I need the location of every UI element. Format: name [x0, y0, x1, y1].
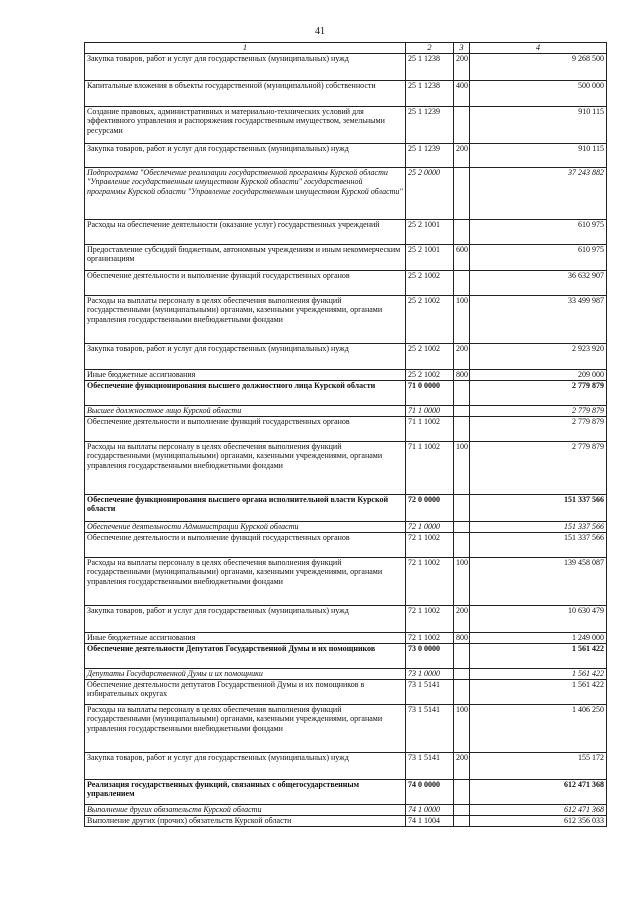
row-amount: 151 337 566 [470, 521, 607, 532]
column-header-amount: 4 [470, 43, 607, 54]
row-code: 73 0 0000 [406, 643, 454, 668]
table-row [85, 804, 607, 815]
row-name: Расходы на выплаты персоналу в целях обеспечения выполнения функций государственными (муниципальными) органами, казенными учреждениями, органами управления государственными внебюджетными фондами [85, 295, 406, 343]
row-type [454, 405, 470, 416]
row-type: 100 [454, 557, 470, 605]
row-type [454, 494, 470, 521]
row-amount: 612 471 368 [470, 804, 607, 815]
table-row [85, 405, 607, 416]
row-type [454, 532, 470, 557]
row-type: 100 [454, 441, 470, 494]
row-code: 25 2 1002 [406, 343, 454, 369]
row-code: 25 2 1001 [406, 244, 454, 270]
row-code: 25 2 1001 [406, 219, 454, 244]
row-type [454, 679, 470, 704]
row-amount: 1 561 422 [470, 643, 607, 668]
row-name: Закупка товаров, работ и услуг для государственных (муниципальных) нужд [85, 53, 406, 80]
table-row [85, 369, 607, 380]
row-name: Предоставление субсидий бюджетным, автономным учреждениям и иным некоммерческим организациям [85, 244, 406, 270]
row-code: 73 1 5141 [406, 679, 454, 704]
table-row [85, 679, 607, 704]
row-code: 74 1 1004 [406, 815, 454, 826]
row-amount: 151 337 566 [470, 532, 607, 557]
row-amount: 2 779 879 [470, 380, 607, 405]
row-name: Обеспечение деятельности Администрации Курской области [85, 521, 406, 532]
row-name: Реализация государственных функций, связанных с общегосударственным управлением [85, 779, 406, 804]
row-type: 200 [454, 752, 470, 779]
table-row [85, 494, 607, 521]
row-code: 71 1 1002 [406, 416, 454, 441]
table-row [85, 53, 607, 80]
row-name: Обеспечение функционирования высшего должностного лица Курской области [85, 380, 406, 405]
row-type [454, 416, 470, 441]
row-amount: 37 243 882 [470, 167, 607, 219]
row-code: 25 2 1002 [406, 270, 454, 295]
row-amount: 610 975 [470, 244, 607, 270]
row-name: Закупка товаров, работ и услуг для государственных (муниципальных) нужд [85, 752, 406, 779]
row-type: 100 [454, 704, 470, 752]
column-header-name: 1 [85, 43, 406, 54]
table-row [85, 441, 607, 494]
row-type [454, 219, 470, 244]
row-amount: 500 000 [470, 80, 607, 106]
table-row [85, 219, 607, 244]
table-row [85, 270, 607, 295]
row-code: 25 2 1002 [406, 295, 454, 343]
row-type [454, 668, 470, 679]
row-type: 200 [454, 143, 470, 167]
table-row [85, 295, 607, 343]
row-type: 800 [454, 369, 470, 380]
row-code: 25 2 0000 [406, 167, 454, 219]
row-amount: 33 499 987 [470, 295, 607, 343]
row-type [454, 106, 470, 143]
row-amount: 1 561 422 [470, 679, 607, 704]
row-amount: 9 268 500 [470, 53, 607, 80]
table-row [85, 343, 607, 369]
table-row [85, 632, 607, 643]
row-name: Выполнение других (прочих) обязательств Курской области [85, 815, 406, 826]
row-name: Высшее должностное лицо Курской области [85, 405, 406, 416]
row-name: Закупка товаров, работ и услуг для государственных (муниципальных) нужд [85, 605, 406, 632]
column-header-code: 2 [406, 43, 454, 54]
table-row [85, 815, 607, 826]
row-amount: 2 923 920 [470, 343, 607, 369]
row-amount: 1 561 422 [470, 668, 607, 679]
row-code: 25 2 1002 [406, 369, 454, 380]
table-row [85, 143, 607, 167]
row-amount: 155 172 [470, 752, 607, 779]
row-amount: 612 471 368 [470, 779, 607, 804]
table-row [85, 605, 607, 632]
table-row [85, 532, 607, 557]
table-row [85, 643, 607, 668]
row-type [454, 804, 470, 815]
table-row [85, 752, 607, 779]
table-row [85, 704, 607, 752]
row-name: Обеспечение деятельности Депутатов Государственной Думы и их помощников [85, 643, 406, 668]
row-code: 72 0 0000 [406, 494, 454, 521]
row-type [454, 643, 470, 668]
row-name: Обеспечение деятельности и выполнение функций государственных органов [85, 416, 406, 441]
row-type: 200 [454, 343, 470, 369]
row-code: 71 1 1002 [406, 441, 454, 494]
row-name: Иные бюджетные ассигнования [85, 369, 406, 380]
row-code: 73 1 0000 [406, 668, 454, 679]
table-row [85, 521, 607, 532]
row-amount: 139 458 087 [470, 557, 607, 605]
row-name: Обеспечение функционирования высшего органа исполнительной власти Курской области [85, 494, 406, 521]
table-row [85, 779, 607, 804]
row-type [454, 167, 470, 219]
row-type [454, 779, 470, 804]
row-code: 74 1 0000 [406, 804, 454, 815]
row-name: Обеспечение деятельности депутатов Государственной Думы и их помощников в избирательных округах [85, 679, 406, 704]
row-name: Закупка товаров, работ и услуг для государственных (муниципальных) нужд [85, 143, 406, 167]
row-type: 400 [454, 80, 470, 106]
row-name: Депутаты Государственной Думы и их помощники [85, 668, 406, 679]
row-amount: 2 779 879 [470, 441, 607, 494]
row-code: 72 1 1002 [406, 557, 454, 605]
row-amount: 610 975 [470, 219, 607, 244]
row-type: 800 [454, 632, 470, 643]
row-name: Подпрограмма "Обеспечение реализации государственной программы Курской области "Управление государственным имуществом Курской области" государственной программы Курской области "Управление государственным имуществом Курской области" [85, 167, 406, 219]
row-name: Капитальные вложения в объекты государственной (муниципальной) собственности [85, 80, 406, 106]
row-code: 73 1 5141 [406, 704, 454, 752]
row-type: 100 [454, 295, 470, 343]
row-type [454, 815, 470, 826]
budget-table [84, 42, 607, 827]
row-amount: 1 249 000 [470, 632, 607, 643]
table-header-row [85, 43, 607, 54]
row-amount: 910 115 [470, 106, 607, 143]
row-code: 25 1 1239 [406, 106, 454, 143]
table-row [85, 557, 607, 605]
row-type [454, 521, 470, 532]
row-code: 72 1 1002 [406, 632, 454, 643]
column-header-type: 3 [454, 43, 470, 54]
row-amount: 2 779 879 [470, 405, 607, 416]
table-row [85, 668, 607, 679]
row-name: Выполнение других обязательств Курской области [85, 804, 406, 815]
row-amount: 2 779 879 [470, 416, 607, 441]
table-row [85, 80, 607, 106]
row-type: 200 [454, 605, 470, 632]
table-row [85, 244, 607, 270]
row-type [454, 270, 470, 295]
row-amount: 1 406 250 [470, 704, 607, 752]
row-amount: 36 632 907 [470, 270, 607, 295]
page-number: 41 [315, 26, 325, 37]
row-code: 25 1 1238 [406, 53, 454, 80]
row-name: Закупка товаров, работ и услуг для государственных (муниципальных) нужд [85, 343, 406, 369]
row-type: 600 [454, 244, 470, 270]
row-code: 72 1 1002 [406, 605, 454, 632]
row-code: 71 1 0000 [406, 405, 454, 416]
row-name: Расходы на выплаты персоналу в целях обеспечения выполнения функций государственными (муниципальными) органами, казенными учреждениями, органами управления государственными внебюджетными фондами [85, 557, 406, 605]
row-amount: 209 000 [470, 369, 607, 380]
row-name: Создание правовых, административных и материально-технических условий для эффективного управления и распоряжения государственным имуществом, земельными ресурсами [85, 106, 406, 143]
table-row [85, 167, 607, 219]
row-name: Расходы на обеспечение деятельности (оказание услуг) государственных учреждений [85, 219, 406, 244]
row-code: 74 0 0000 [406, 779, 454, 804]
row-code: 71 0 0000 [406, 380, 454, 405]
table-row [85, 380, 607, 405]
row-amount: 612 356 033 [470, 815, 607, 826]
row-name: Расходы на выплаты персоналу в целях обеспечения выполнения функций государственными (муниципальными) органами, казенными учреждениями, органами управления государственными внебюджетными фондами [85, 704, 406, 752]
table-row [85, 106, 607, 143]
row-amount: 151 337 566 [470, 494, 607, 521]
row-code: 72 1 0000 [406, 521, 454, 532]
row-name: Расходы на выплаты персоналу в целях обеспечения выполнения функций государственными (муниципальными) органами, казенными учреждениями, органами управления государственными внебюджетными фондами [85, 441, 406, 494]
row-code: 73 1 5141 [406, 752, 454, 779]
row-code: 25 1 1238 [406, 80, 454, 106]
row-code: 25 1 1239 [406, 143, 454, 167]
row-amount: 910 115 [470, 143, 607, 167]
row-code: 72 1 1002 [406, 532, 454, 557]
row-type [454, 380, 470, 405]
table-row [85, 416, 607, 441]
row-type: 200 [454, 53, 470, 80]
row-amount: 10 630 479 [470, 605, 607, 632]
row-name: Обеспечение деятельности и выполнение функций государственных органов [85, 532, 406, 557]
row-name: Иные бюджетные ассигнования [85, 632, 406, 643]
row-name: Обеспечение деятельности и выполнение функций государственных органов [85, 270, 406, 295]
